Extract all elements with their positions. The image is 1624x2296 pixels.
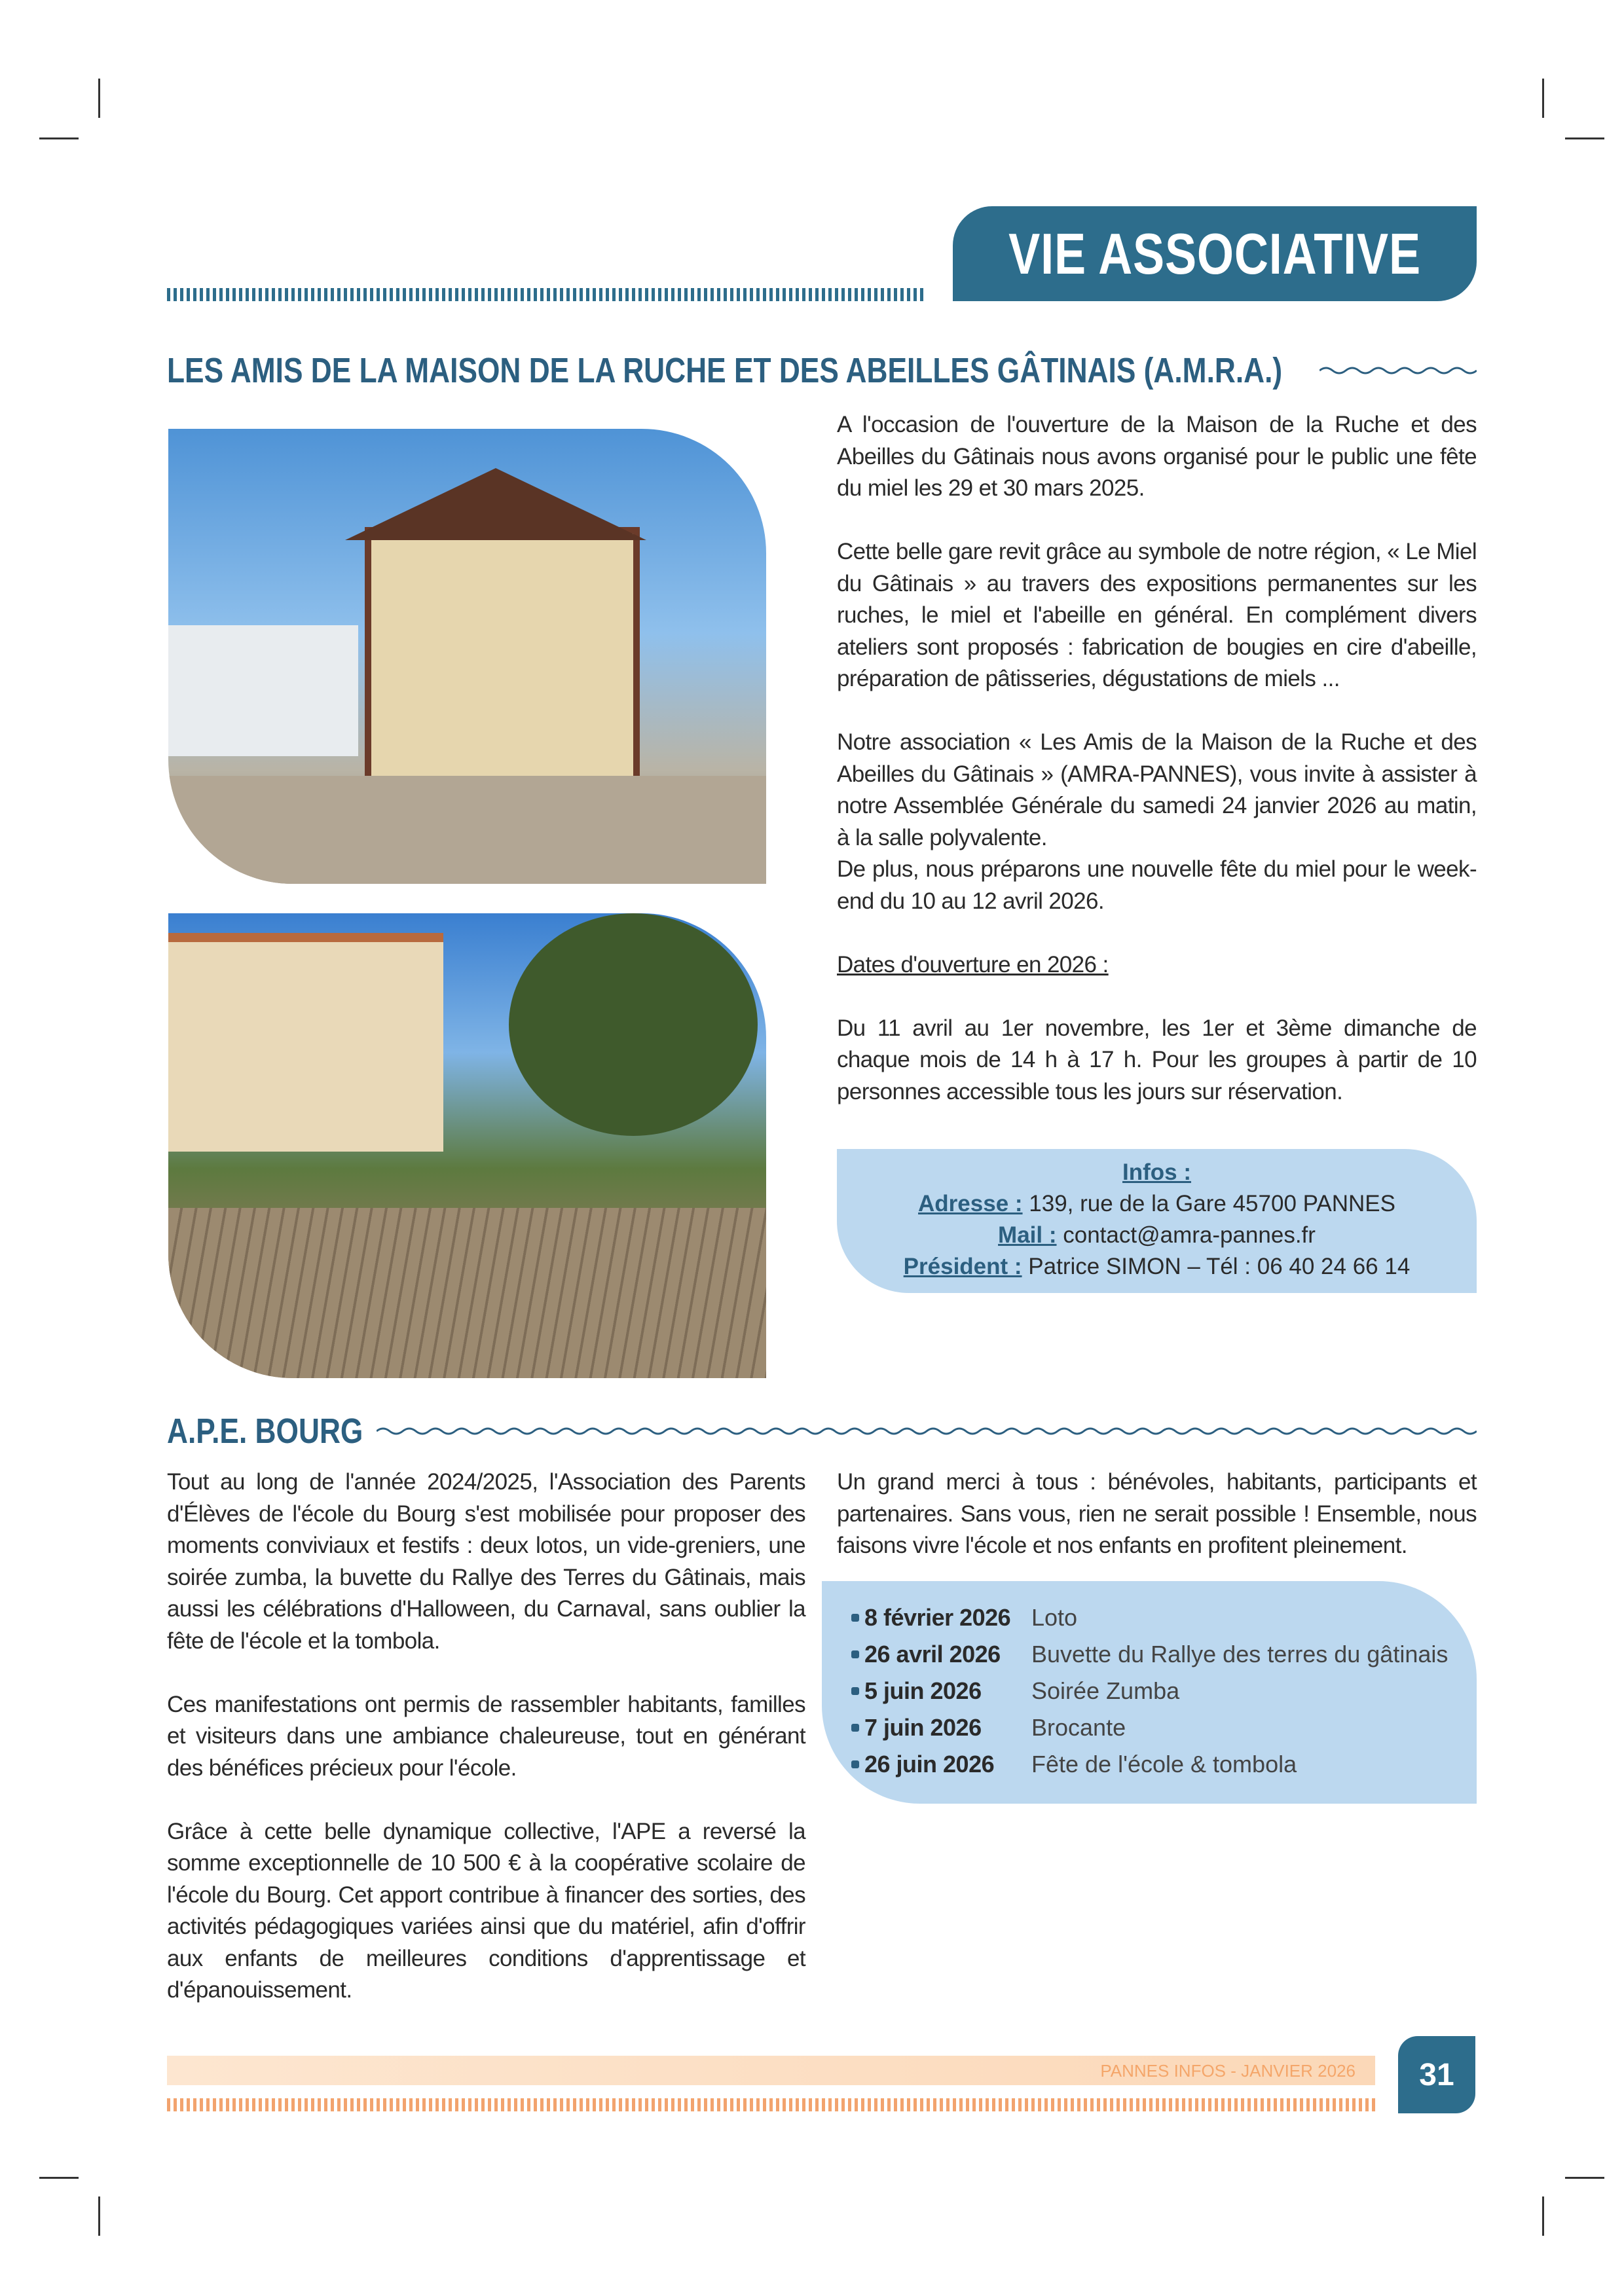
event-item xyxy=(851,1636,1477,1673)
section-title: VIE ASSOCIATIVE xyxy=(1008,221,1421,286)
address-value: 139, rue de la Gare 45700 PANNES xyxy=(1029,1191,1395,1216)
photo-building xyxy=(365,527,640,802)
dates-heading: Dates d'ouverture en 2026 : xyxy=(837,951,1109,977)
ape-paragraph: Grâce à cette belle dynamique collective, l'APE a reversé la somme exceptionnelle de 10 500 € à la coopérative scolaire de l'école du Bourg. Cet apport contribue à financer des sorties, des activités pédagogiques variées ainsi que du matériel, afin d'offrir aux enfants de meilleures conditions d'apprentissage et d'épanouissement. xyxy=(167,1818,805,2003)
bullet-icon xyxy=(851,1760,859,1768)
header-stripes xyxy=(167,288,927,301)
amra-paragraph: A l'occasion de l'ouverture de la Maison de la Ruche et des Abeilles du Gâtinais nous avons organisé pour le public une fête du miel les 29 et 30 mars 2025. xyxy=(837,412,1477,501)
event-date: 26 avril 2026 xyxy=(864,1641,1001,1667)
footer-stripes xyxy=(167,2098,1375,2111)
event-name: Soirée Zumba xyxy=(1031,1677,1180,1704)
bullet-icon xyxy=(851,1724,859,1732)
mail-value[interactable]: contact@amra-pannes.fr xyxy=(1063,1222,1316,1248)
page-number: 31 xyxy=(1398,2036,1475,2113)
event-name: Fête de l'école & tombola xyxy=(1031,1751,1297,1777)
section-tab xyxy=(953,206,1477,301)
event-name: Buvette du Rallye des terres du gâtinais xyxy=(1031,1641,1449,1667)
photo-shed xyxy=(168,625,358,756)
bullet-icon xyxy=(851,1687,859,1695)
wave-divider xyxy=(1320,364,1477,377)
bullet-icon xyxy=(851,1650,859,1658)
event-date: 26 juin 2026 xyxy=(864,1751,995,1777)
event-item xyxy=(851,1709,1477,1746)
event-name: Loto xyxy=(1031,1604,1078,1631)
crop-mark xyxy=(1565,2177,1604,2179)
photo-roof xyxy=(345,468,646,540)
ape-paragraph: Ces manifestations ont permis de rassembler habitants, familles et visiteurs dans une ambiance chaleureuse, tout en générant des bénéfices précieux pour l'école. xyxy=(167,1691,805,1781)
ape-paragraph: Tout au long de l'année 2024/2025, l'Association des Parents d'Élèves de l'école du Bourg s'est mobilisée pour proposer des moments conviviaux et festifs : deux lotos, un vide-greniers, une soirée zumba, la buvette du Rallye des Terres du Gâtinais, mais aussi les célébrations d'Halloween, du Carnaval, sans oublier la fête de l'école et la tombola. xyxy=(167,1469,805,1654)
footer-publication: PANNES INFOS - JANVIER 2026 xyxy=(1100,2061,1356,2081)
crop-mark xyxy=(39,2177,79,2179)
amra-paragraph: Du 11 avril au 1er novembre, les 1er et 3ème dimanche de chaque mois de 14 h à 17 h. Pour les groupes à partir de 10 personnes accessible tous les jours sur réservation. xyxy=(837,1015,1477,1104)
photo-station-building xyxy=(168,429,766,884)
crop-mark xyxy=(1542,2196,1544,2236)
bullet-icon xyxy=(851,1614,859,1622)
event-item xyxy=(851,1673,1477,1709)
ape-left-text xyxy=(167,1467,805,2038)
amra-paragraph: De plus, nous préparons une nouvelle fête du miel pour le week-end du 10 au 12 avril 2026. xyxy=(837,856,1477,914)
president-value: Patrice SIMON – Tél : 06 40 24 66 14 xyxy=(1028,1254,1411,1279)
crop-mark xyxy=(98,2196,100,2236)
footer-band xyxy=(167,2056,1375,2085)
event-name: Brocante xyxy=(1031,1714,1126,1741)
address-label: Adresse : xyxy=(918,1191,1023,1216)
photo-tree xyxy=(509,913,758,1136)
crop-mark xyxy=(39,137,79,139)
president-label: Président : xyxy=(903,1254,1022,1279)
crop-mark xyxy=(98,79,100,118)
event-date: 8 février 2026 xyxy=(864,1604,1011,1631)
photo-ground xyxy=(168,776,766,884)
event-item xyxy=(851,1746,1477,1783)
ape-title: A.P.E. BOURG xyxy=(167,1412,363,1451)
crop-mark xyxy=(1542,79,1544,118)
amra-paragraph: Cette belle gare revit grâce au symbole de notre région, « Le Miel du Gâtinais » au travers des expositions permanentes sur les ruches, le miel et l'abeille en général. En complément divers ateliers sont proposés : fabrication de bougies en cire d'abeille, préparation de pâtisseries, dégustations de miels ... xyxy=(837,539,1477,691)
photo-building xyxy=(168,933,443,1152)
event-date: 7 juin 2026 xyxy=(864,1714,982,1741)
amra-paragraph: Notre association « Les Amis de la Maison de la Ruche et des Abeilles du Gâtinais » (AMRA-PANNES), vous invite à assister à notre Assemblée Générale du samedi 24 janvier 2026 au matin, à la salle polyvalente. xyxy=(837,729,1477,850)
amra-text xyxy=(837,409,1477,1140)
crop-mark xyxy=(1565,137,1604,139)
wave-divider xyxy=(377,1425,1477,1438)
ape-right-text xyxy=(837,1467,1477,1594)
event-date: 5 juin 2026 xyxy=(864,1677,982,1704)
amra-title: LES AMIS DE LA MAISON DE LA RUCHE ET DES ABEILLES GÂTINAIS (A.M.R.A.) xyxy=(167,351,1283,390)
mail-label: Mail : xyxy=(998,1222,1057,1248)
event-item xyxy=(851,1599,1477,1636)
infos-box xyxy=(837,1149,1477,1293)
photo-deck xyxy=(168,1208,766,1378)
infos-heading: Infos : xyxy=(1122,1159,1191,1185)
ape-paragraph: Un grand merci à tous : bénévoles, habitants, participants et partenaires. Sans vous, rien ne serait possible ! Ensemble, nous faisons vivre l'école et nos enfants en profitent pleinement. xyxy=(837,1469,1477,1558)
events-box xyxy=(822,1581,1477,1804)
photo-garden-terrace xyxy=(168,913,766,1378)
